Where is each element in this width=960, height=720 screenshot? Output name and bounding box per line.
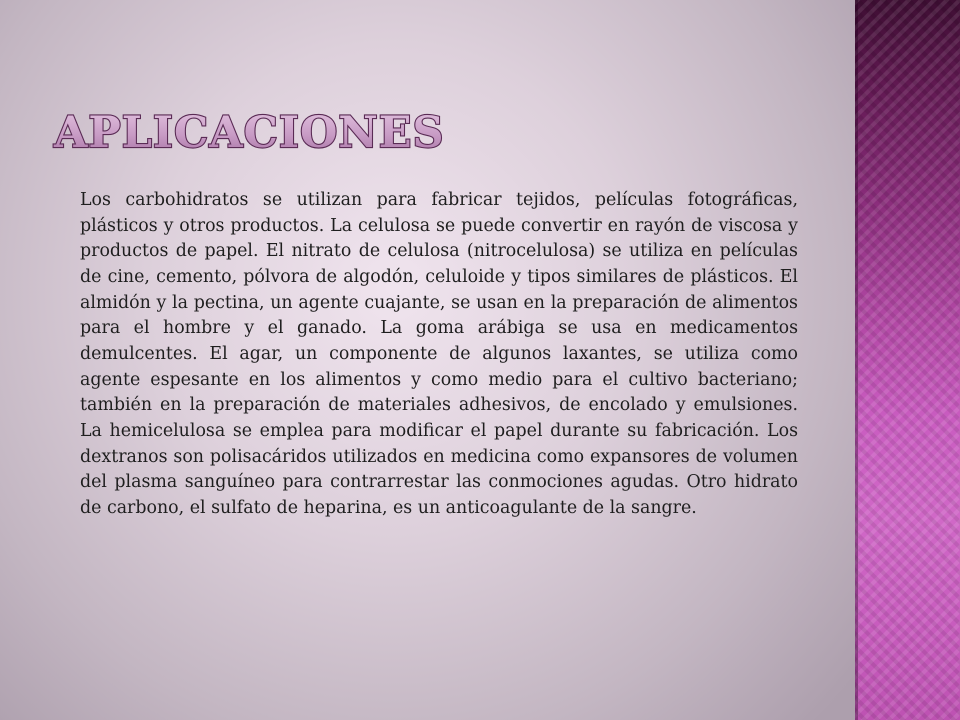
decorative-sidebar <box>855 0 960 720</box>
slide-body-paragraph: Los carbohidratos se utilizan para fabricar tejidos, películas fotográficas, plásticos y otros productos. La celulosa se puede convertir en rayón de viscosa y productos de papel. El nitrato de celulosa (nitrocelulosa) se utiliza en películas de cine, cemento, pólvora de algodón, celuloide y tipos similares de plásticos. El almidón y la pectina, un agente cuajante, se usan en la preparación de alimentos para el hombre y el ganado. La goma arábiga se usa en medicamentos demulcentes. El agar, un componente de algunos laxantes, se utiliza como agente espesante en los alimentos y como medio para el cultivo bacteriano; también en la preparación de materiales adhesivos, de encolado y emulsiones. La hemicelulosa se emplea para modificar el papel durante su fabricación. Los dextranos son polisacáridos utilizados en medicina como expansores de volumen del plasma sanguíneo para contrarrestar las conmociones agudas. Otro hidrato de carbono, el sulfato de heparina, es un anticoagulante de la sangre. <box>80 190 798 518</box>
diagonal-stripe-pattern <box>855 0 960 720</box>
slide-title <box>50 100 830 160</box>
slide-title-graphic <box>50 100 830 160</box>
slide-title-text: APLICACIONES <box>54 108 445 158</box>
